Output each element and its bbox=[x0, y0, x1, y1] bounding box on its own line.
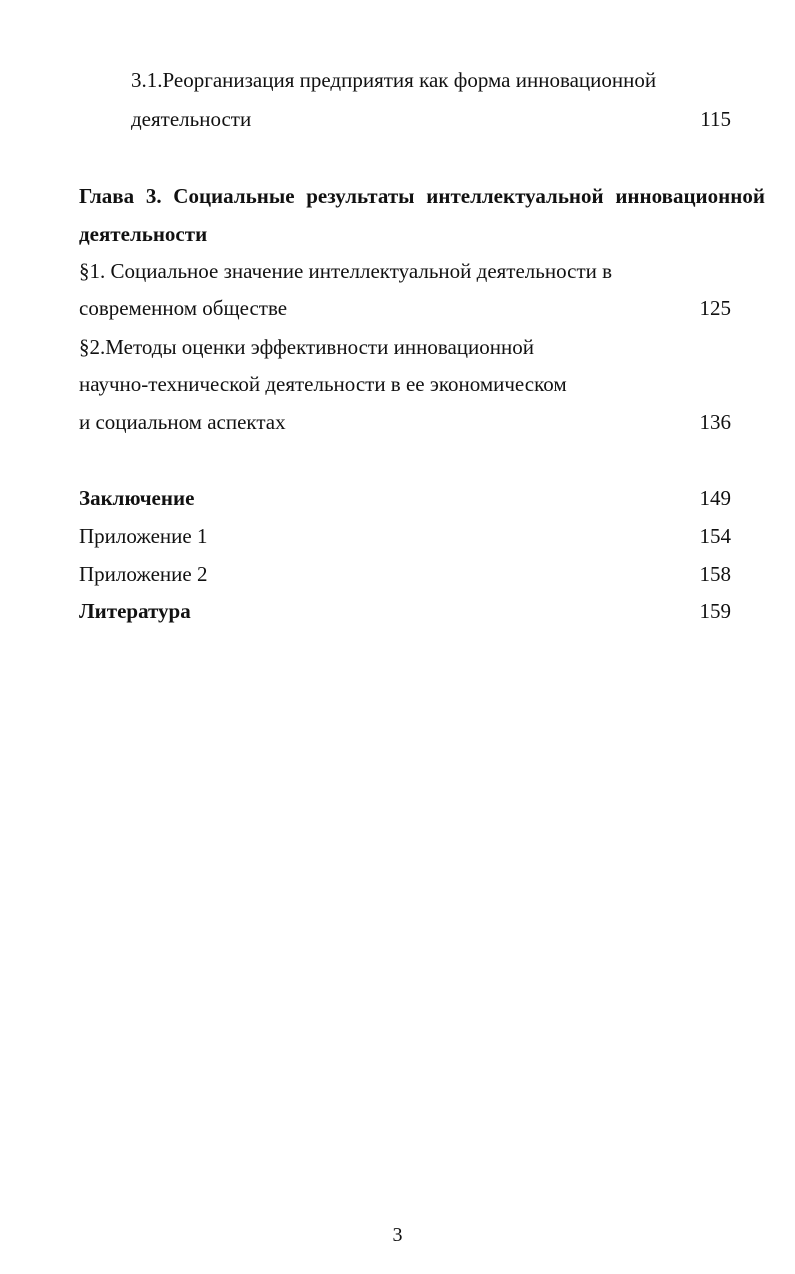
toc-section-3-1-title-line2: деятельности bbox=[131, 107, 252, 131]
chapter-word: 3. bbox=[145, 184, 162, 208]
toc-para1-page: 125 bbox=[699, 296, 731, 320]
toc-para2-page: 136 bbox=[699, 410, 731, 434]
chapter-word: интеллектуальной bbox=[426, 184, 604, 208]
chapter-word: инновационной bbox=[615, 184, 765, 208]
toc-para2-line1: §2.Методы оценки эффективности инновационной bbox=[79, 335, 534, 359]
toc-chapter-3-title-line1 bbox=[79, 184, 765, 208]
toc-para2-line2: научно-технической деятельности в ее экономическом bbox=[79, 372, 567, 396]
toc-para1-line2: современном обществе bbox=[79, 296, 288, 320]
toc-section-3-1-title-line1: 3.1.Реорганизация предприятия как форма инновационной bbox=[131, 68, 657, 92]
toc-conclusion-label: Заключение bbox=[79, 486, 195, 510]
toc-section-3-1-page: 115 bbox=[700, 107, 731, 131]
toc-para1-line1: §1. Социальное значение интеллектуальной деятельности в bbox=[79, 259, 613, 283]
toc-chapter-3-title-line2: деятельности bbox=[79, 222, 208, 246]
chapter-word: Социальные bbox=[173, 184, 295, 208]
chapter-word: результаты bbox=[306, 184, 415, 208]
page-number: 3 bbox=[392, 1224, 403, 1246]
chapter-word: Глава bbox=[79, 184, 135, 208]
toc-appendix2-page: 158 bbox=[699, 562, 731, 586]
toc-appendix2-label: Приложение 2 bbox=[79, 562, 208, 586]
toc-literature-page: 159 bbox=[699, 599, 731, 623]
toc-appendix1-page: 154 bbox=[699, 524, 731, 548]
toc-appendix1-label: Приложение 1 bbox=[79, 524, 208, 548]
toc-literature-label: Литература bbox=[79, 599, 191, 623]
toc-para2-line3: и социальном аспектах bbox=[79, 410, 286, 434]
toc-conclusion-page: 149 bbox=[699, 486, 731, 510]
